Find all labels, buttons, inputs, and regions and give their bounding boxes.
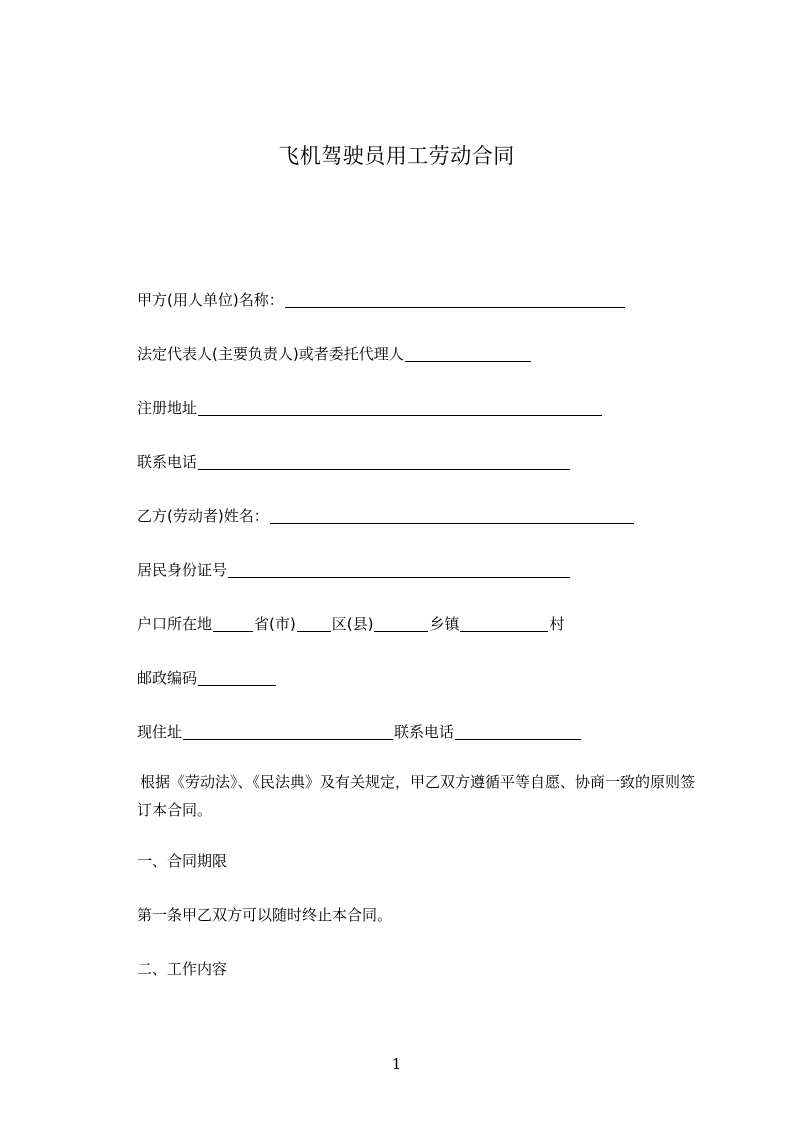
postal-code-label: 邮政编码 [137,669,198,687]
household-town-label: 乡镇 [429,615,460,633]
household-label: 户口所在地 [137,615,213,633]
employee-phone-label: 联系电话 [394,723,455,741]
employer-name-label: 甲方(用人单位)名称： [137,291,284,309]
employee-name-label: 乙方(劳动者)姓名： [137,507,269,525]
employer-phone-blank[interactable] [198,454,570,470]
legal-rep-blank[interactable] [405,346,531,362]
legal-rep-row [137,344,532,364]
household-province-blank[interactable] [213,616,253,632]
postal-code-row [137,668,277,688]
household-row [137,614,564,634]
postal-code-blank[interactable] [198,670,276,686]
current-address-row [137,722,582,742]
article1-text: 第一条甲乙双方可以随时终止本合同。 [137,906,393,924]
id-number-blank[interactable] [228,562,570,578]
household-town-blank[interactable] [374,616,428,632]
registered-address-blank[interactable] [198,400,602,416]
id-number-row [137,560,571,580]
employer-name-row [137,290,626,310]
employer-phone-label: 联系电话 [137,453,198,471]
current-address-label: 现住址 [137,723,183,741]
employee-name-row [137,506,635,526]
document-title: 飞机驾驶员用工劳动合同 [278,144,515,168]
household-district-label: 区(县) [331,615,374,633]
page-number: 1 [391,1055,402,1073]
preamble-paragraph: 根据《劳动法》、《民法典》及有关规定，甲乙双方遵循平等自愿、协商一致的原则签订本合同。 [137,773,696,819]
registered-address-label: 注册地址 [137,399,198,417]
employee-phone-blank[interactable] [455,724,581,740]
household-district-blank[interactable] [297,616,331,632]
section2-heading: 二、工作内容 [137,960,228,978]
employer-name-blank[interactable] [285,292,625,308]
household-village-blank[interactable] [460,616,548,632]
current-address-blank[interactable] [183,724,393,740]
section1-heading: 一、合同期限 [137,852,228,870]
employee-name-blank[interactable] [270,508,634,524]
employer-phone-row [137,452,571,472]
id-number-label: 居民身份证号 [137,561,228,579]
household-village-label: 村 [549,615,565,633]
legal-rep-label: 法定代表人(主要负责人)或者委托代理人 [137,345,404,363]
household-province-label: 省(市) [254,615,296,633]
registered-address-row [137,398,603,418]
